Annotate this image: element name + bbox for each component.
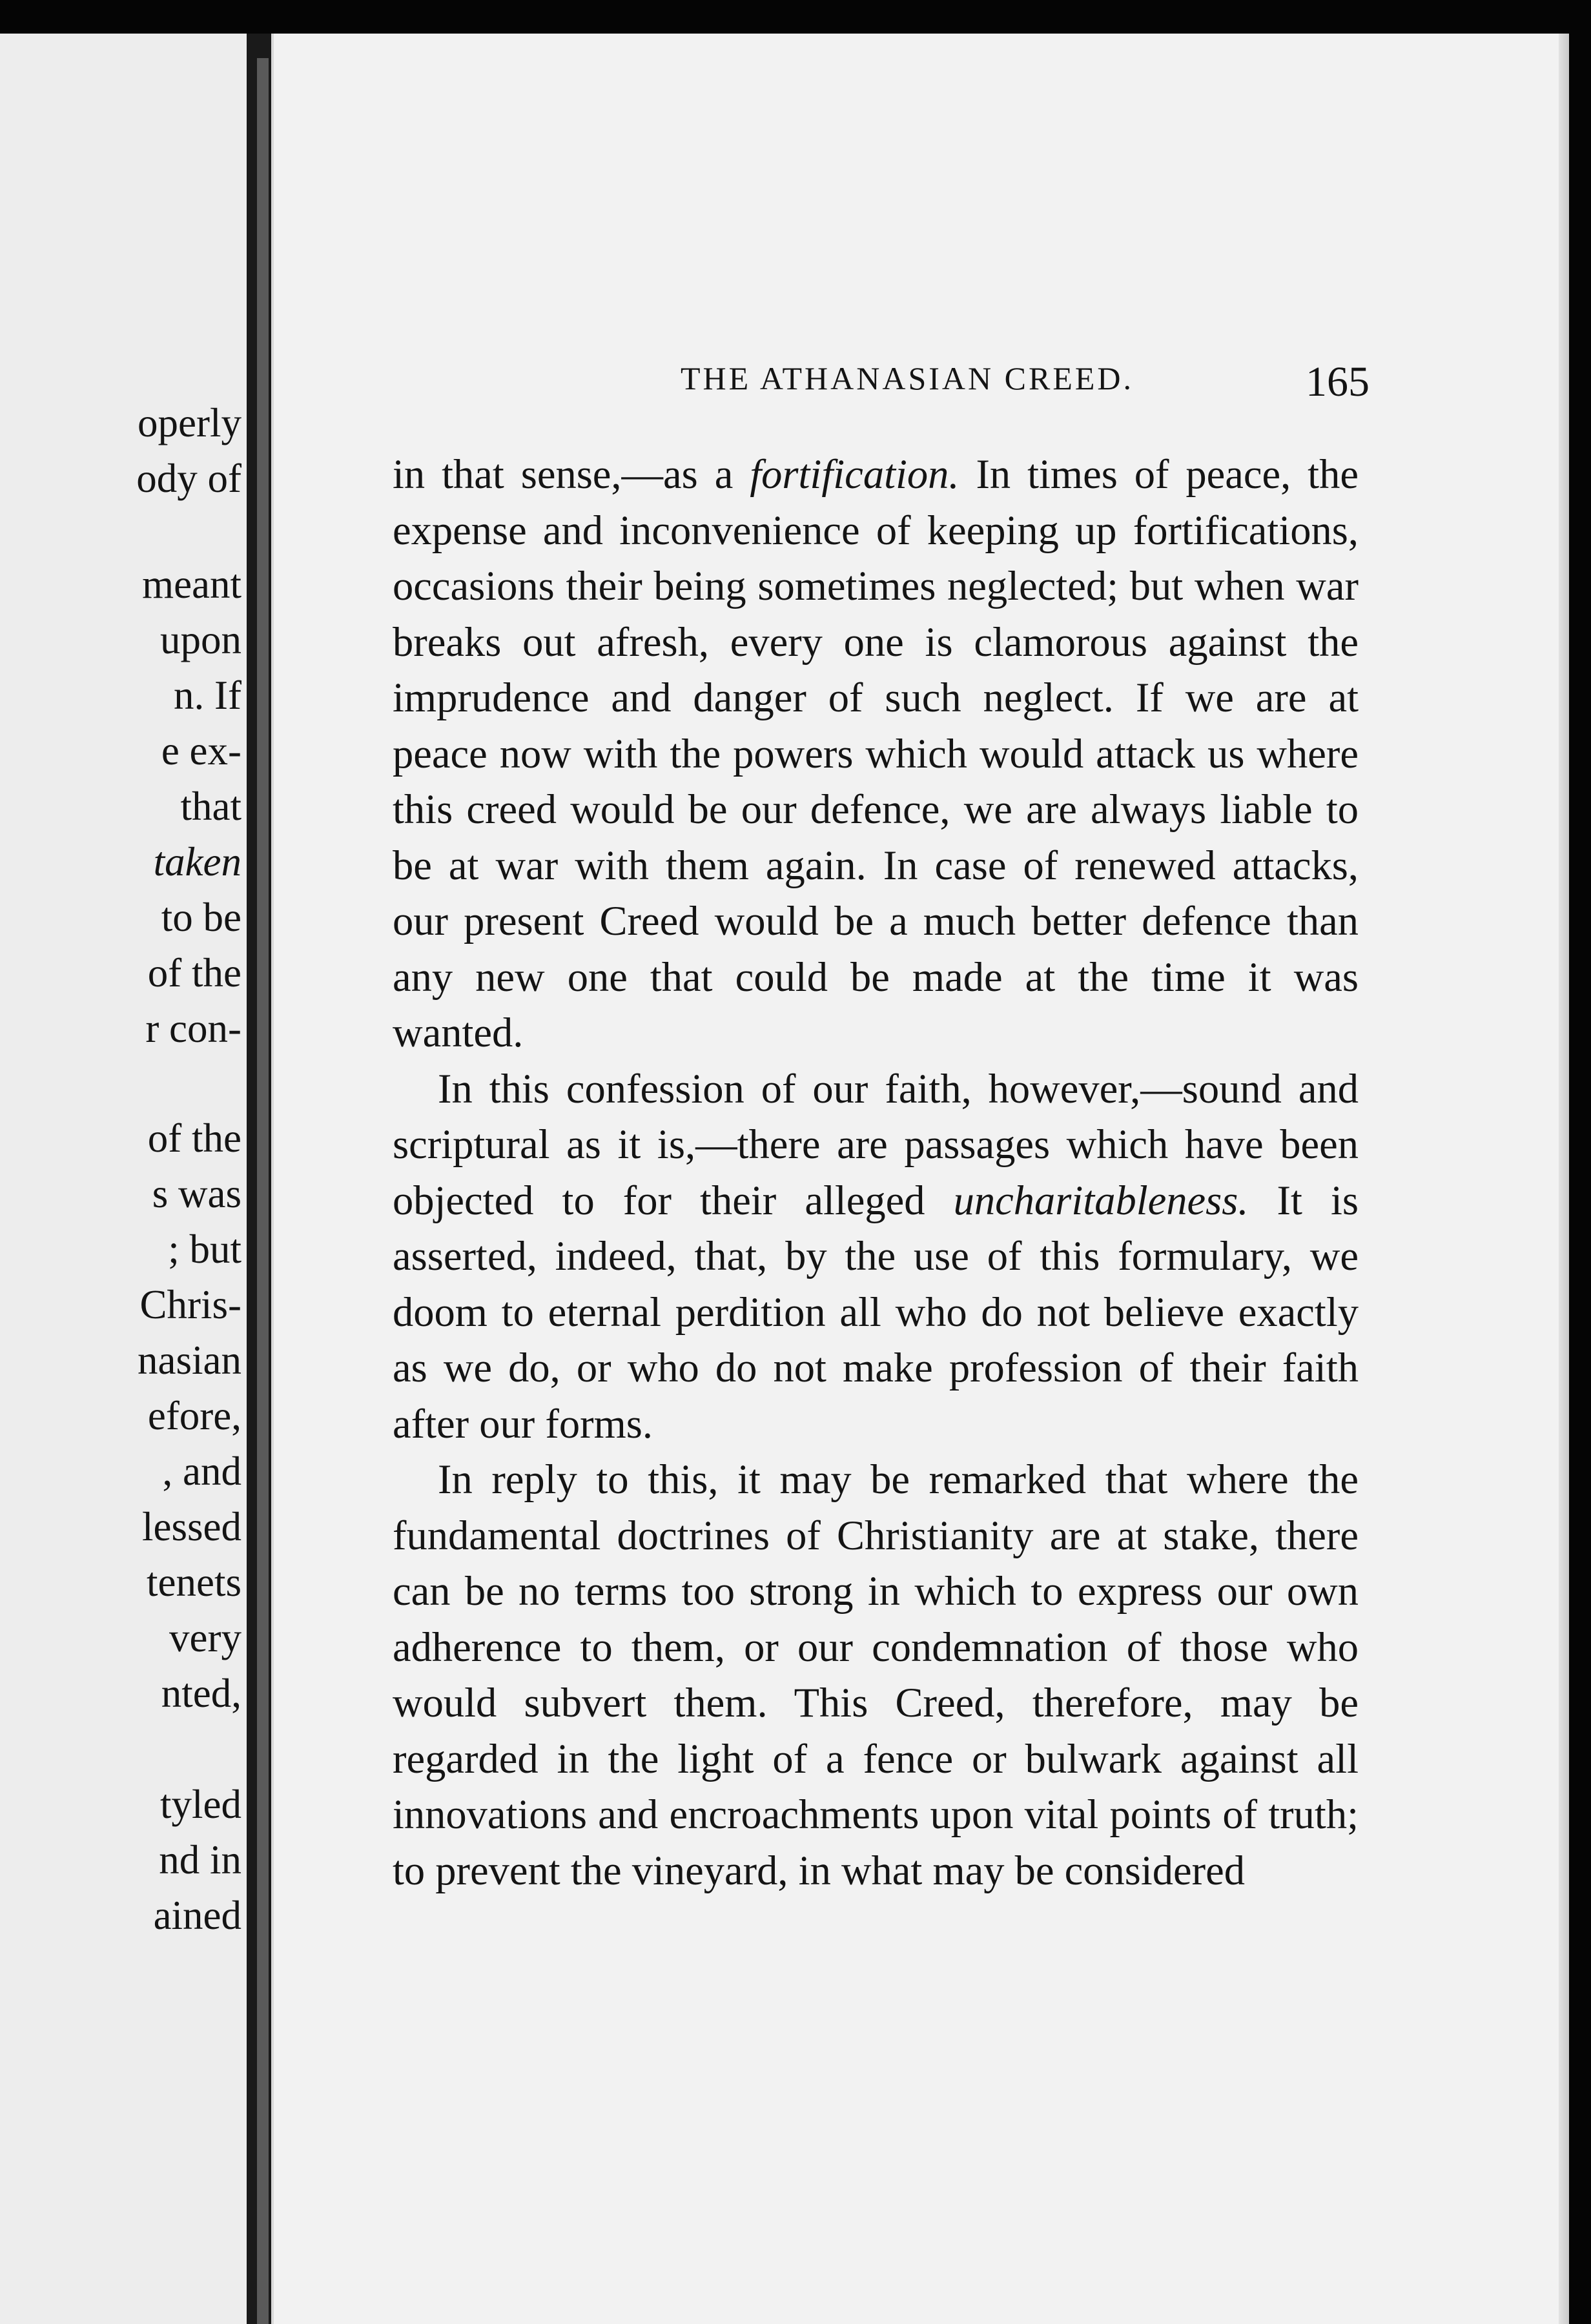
facing-page-line: tyled <box>160 1782 241 1827</box>
facing-page-line: r con- <box>145 1006 241 1051</box>
facing-page-line: nasian <box>138 1338 241 1383</box>
facing-page-line: operly <box>138 400 241 445</box>
facing-page-line: to be <box>161 895 241 940</box>
facing-page-line: Chris- <box>139 1282 241 1327</box>
running-head: THE ATHANASIAN CREED. <box>681 360 1134 396</box>
facing-page-line: tenets <box>147 1560 241 1605</box>
facing-page-line: of the <box>147 950 241 995</box>
book-page <box>271 34 1569 2324</box>
facing-page-line: ody of <box>136 456 241 501</box>
book-spine-shadow <box>257 58 269 2324</box>
italic-phrase: fortification. <box>750 451 960 497</box>
facing-page-line: nted, <box>161 1671 241 1716</box>
facing-page-line: s was <box>152 1171 241 1216</box>
paragraph-text: In this confession of our faith, however,—sound and scriptural as it is,—there are passages which have been objected to for their alleged <box>393 1065 1359 1223</box>
page-number: 165 <box>1306 358 1370 405</box>
facing-page-line: lessed <box>142 1504 241 1549</box>
facing-page-line: meant <box>142 562 241 607</box>
italic-phrase: uncharitableness. <box>953 1177 1249 1223</box>
paragraph <box>393 447 1359 1061</box>
facing-page-line: taken <box>153 839 241 884</box>
paragraph <box>393 1452 1359 1899</box>
paragraph <box>393 1061 1359 1452</box>
facing-page-line: ained <box>153 1893 241 1938</box>
facing-page-line: nd in <box>159 1837 241 1882</box>
paragraph-text: In reply to this, it may be remarked that where the fundamental doctrines of Christianity are at stake, there can be no terms too strong in which to express our own adherence to them, or our condemnation of those who would subvert them. This Creed, therefore, may be regarded in the light of a fence or bulwark against all innovations and encroachments upon vital points of truth; to prevent the vineyard, in what may be considered <box>393 1456 1359 1893</box>
body-text <box>393 447 1359 1899</box>
facing-page-line: e ex- <box>161 728 241 773</box>
facing-page-line: n. If <box>174 673 241 718</box>
facing-page-line: ; but <box>168 1227 241 1272</box>
paragraph-text: It is asserted, indeed, that, by the use of this formulary, we doom to eternal perdition all who do not believe exactly as we do, or who do not make profession of their faith after our forms. <box>393 1177 1359 1447</box>
facing-page-fragment <box>0 34 247 2324</box>
facing-page-line: upon <box>160 617 241 662</box>
paragraph-text: In times of peace, the expense and inconvenience of keeping up fortifications, occasions their being sometimes neglected; but when war breaks out afresh, every one is clamorous against the imprudence and danger of such neglect. If we are at peace now with the powers which would attack us where this creed would be our defence, we are always liable to be at war with them again. In case of renewed attacks, our present Creed would be a much better defence than any new one that could be made at the time it was wanted. <box>393 451 1359 1055</box>
facing-page-line: very <box>169 1615 241 1660</box>
paragraph-text: in that sense,—as a <box>393 451 750 497</box>
facing-page-line: that <box>180 784 241 829</box>
facing-page-line: of the <box>147 1116 241 1161</box>
facing-page-line: , and <box>162 1449 241 1494</box>
facing-page-line: efore, <box>147 1393 241 1438</box>
page-edge <box>1559 34 1569 2324</box>
